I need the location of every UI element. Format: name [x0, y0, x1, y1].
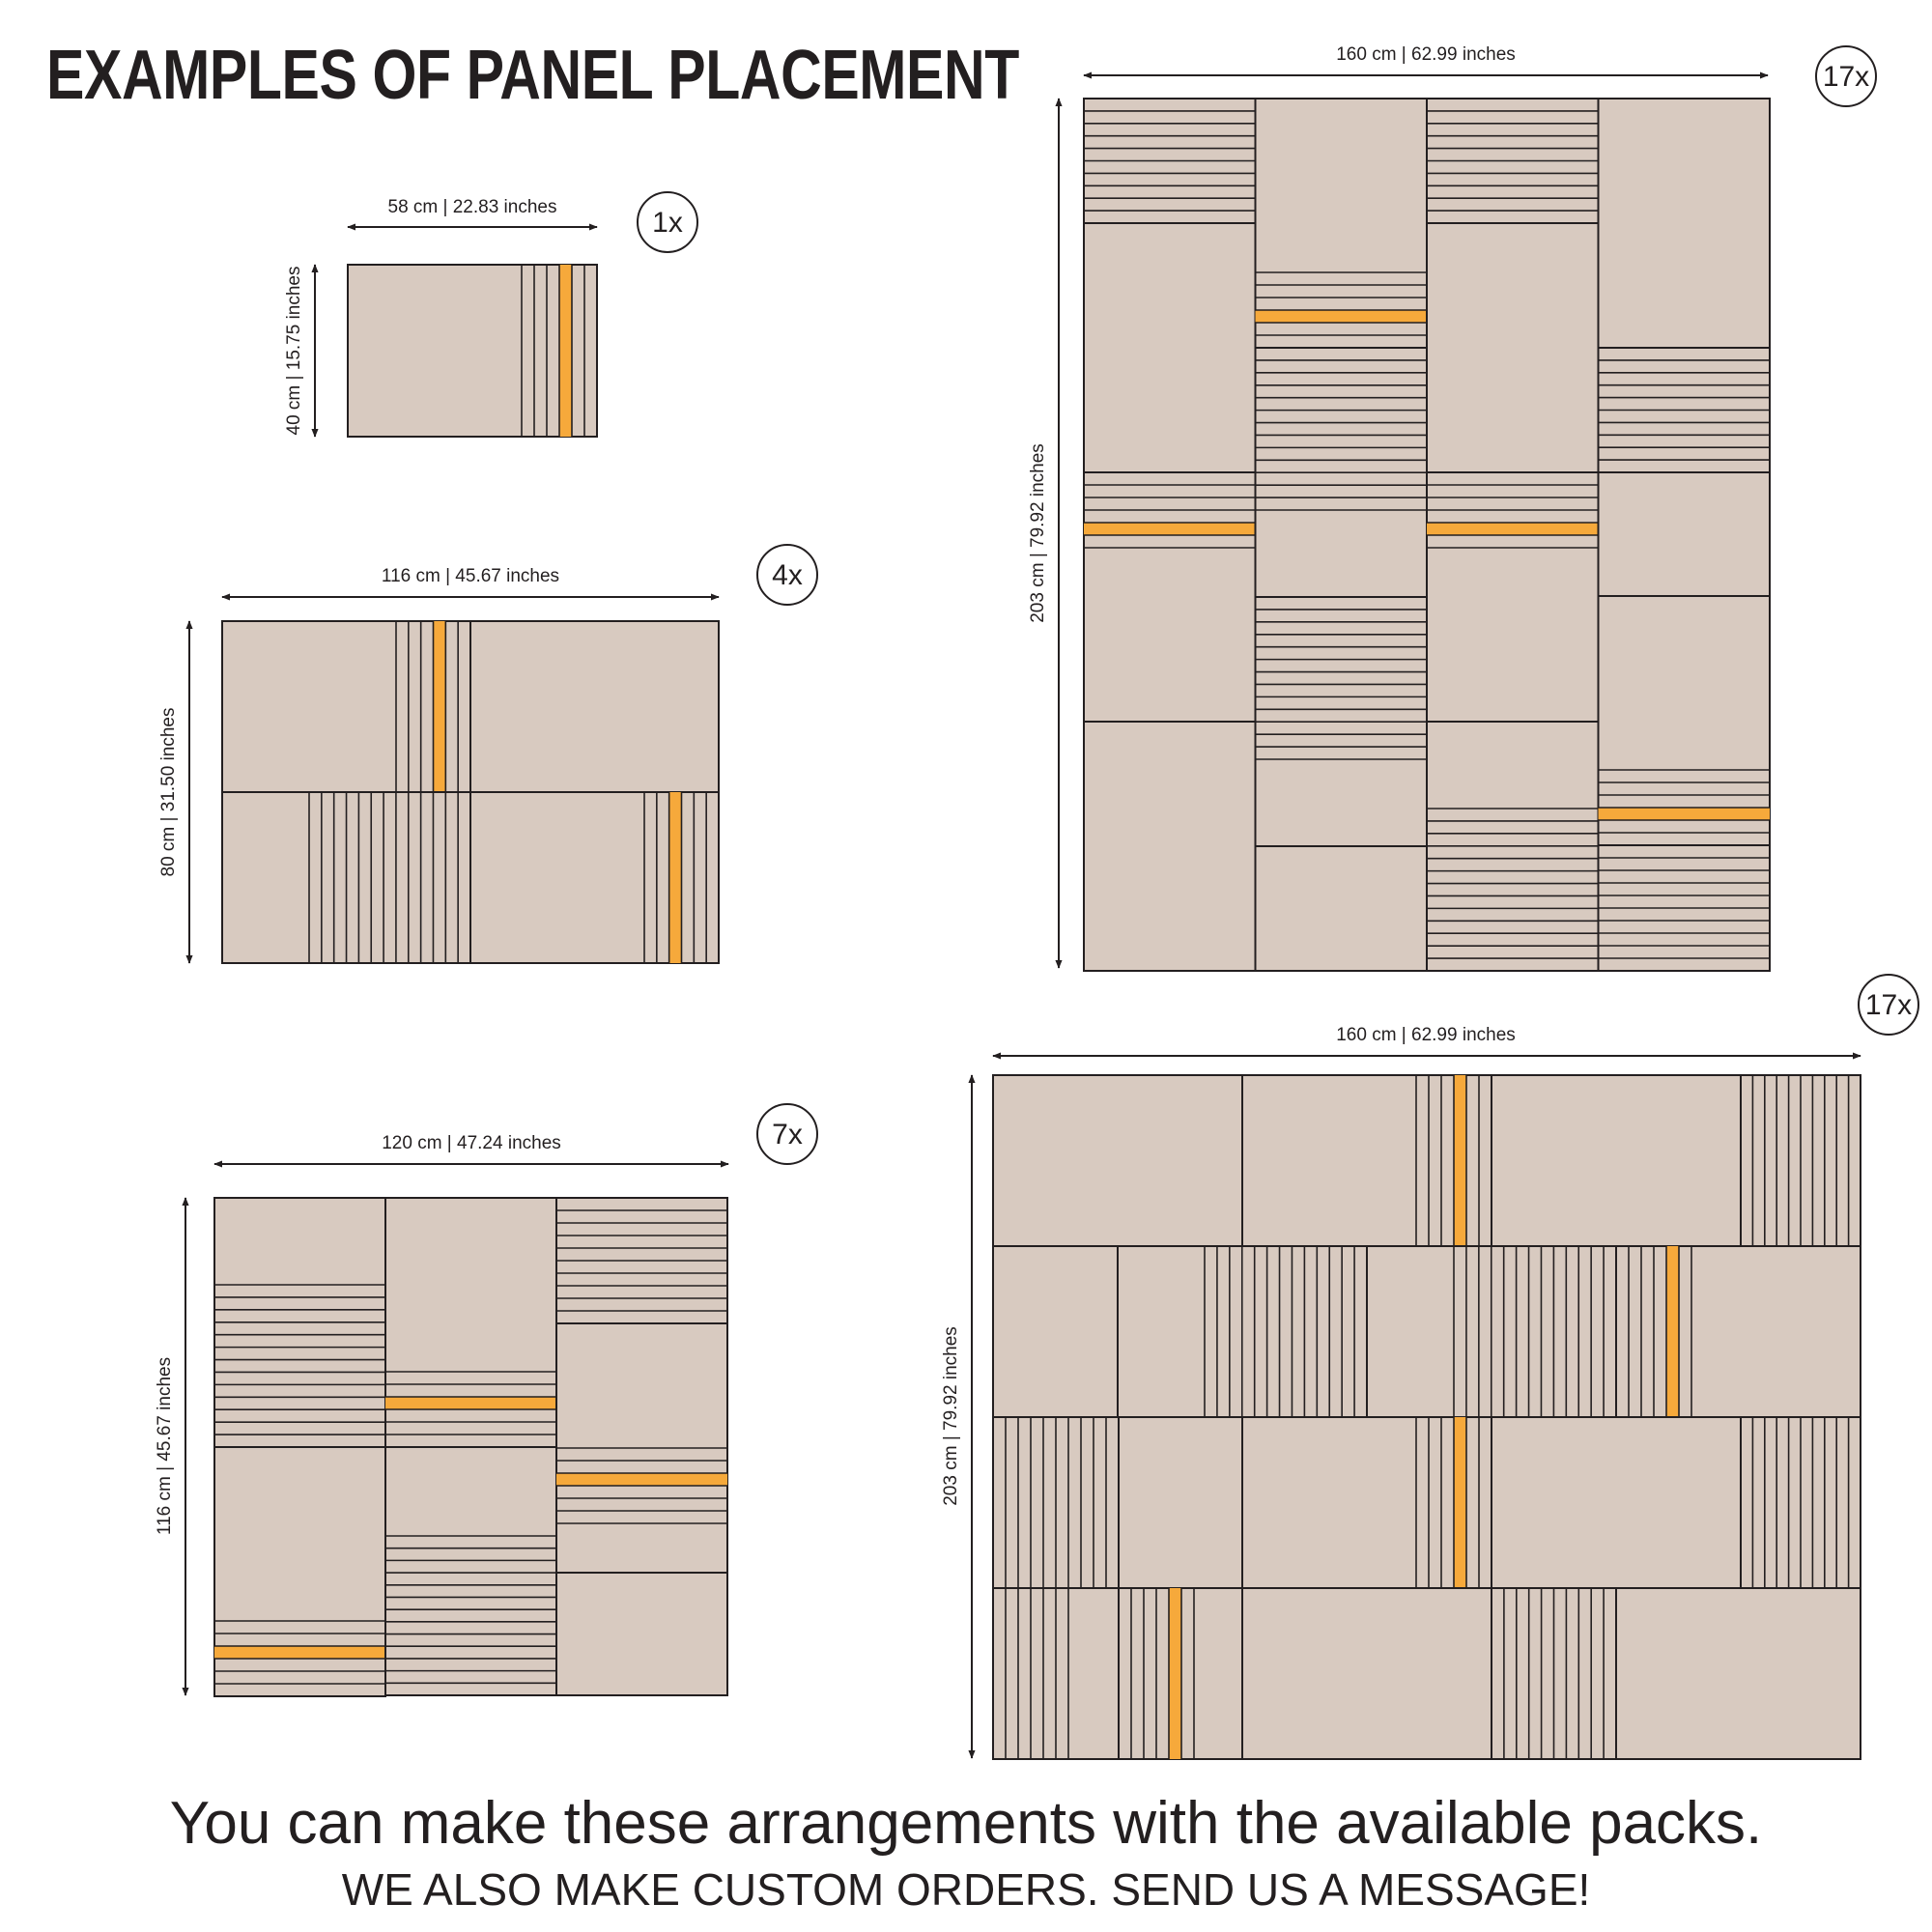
pack-count-label: 17x	[1864, 989, 1913, 1021]
arrangement-7x	[155, 1104, 817, 1696]
accent-slat	[1427, 523, 1599, 535]
pack-count-label: 17x	[1822, 61, 1870, 93]
panel	[214, 1447, 385, 1696]
panel	[556, 1573, 727, 1695]
tagline: You can make these arrangements with the available packs.	[169, 1790, 1763, 1857]
panel	[1599, 596, 1771, 845]
panel	[993, 1075, 1242, 1246]
panel	[1084, 99, 1256, 223]
panel	[1256, 348, 1428, 597]
panel	[556, 1198, 727, 1323]
arrangement-17x-top	[1028, 44, 1876, 971]
panel	[1599, 99, 1771, 348]
page-title: EXAMPLES OF PANEL PLACEMENT	[46, 37, 1019, 114]
arrangement-1x	[284, 192, 697, 437]
panel	[1427, 722, 1599, 971]
height-dimension-label: 40 cm | 15.75 inches	[284, 266, 304, 436]
panel	[1119, 1588, 1242, 1759]
panel	[385, 1198, 556, 1447]
panel	[1492, 1075, 1741, 1246]
panel	[1256, 846, 1428, 971]
panel	[1242, 1075, 1492, 1246]
panel	[556, 1323, 727, 1573]
panel	[222, 792, 470, 963]
panel-layout-17x-top	[1084, 99, 1770, 971]
panel	[385, 1447, 556, 1695]
panel	[222, 621, 470, 792]
accent-slat	[669, 792, 682, 963]
arrangement-4x	[158, 545, 817, 963]
height-dimension-label: 80 cm | 31.50 inches	[158, 707, 179, 877]
panel	[1084, 223, 1256, 472]
accent-slat	[1084, 523, 1256, 535]
accent-slat	[1169, 1588, 1181, 1759]
panel	[1599, 472, 1771, 596]
accent-slat	[214, 1646, 385, 1659]
panel	[993, 1417, 1119, 1588]
panel	[1084, 722, 1256, 971]
panel	[1599, 845, 1771, 971]
pack-count-label: 4x	[772, 559, 803, 591]
pack-count-label: 1x	[652, 207, 683, 239]
panel	[1492, 1417, 1741, 1588]
panel	[1242, 1417, 1492, 1588]
width-dimension-label: 160 cm | 62.99 inches	[1336, 44, 1516, 65]
accent-slat	[1256, 310, 1428, 323]
panel-layout-4x	[222, 621, 719, 963]
accent-slat	[1454, 1417, 1466, 1588]
arrangement-17x-bottom	[941, 975, 1918, 1759]
accent-slat	[1599, 808, 1771, 820]
panel	[1741, 1417, 1861, 1588]
panel	[1118, 1246, 1367, 1417]
panel	[1616, 1246, 1861, 1417]
panel	[1367, 1246, 1616, 1417]
panel-layout-7x	[214, 1198, 727, 1696]
height-dimension-label: 203 cm | 79.92 inches	[941, 1326, 961, 1506]
panel	[470, 621, 719, 792]
panel	[1616, 1588, 1861, 1759]
panel	[1599, 348, 1771, 472]
panel	[1741, 1075, 1861, 1246]
accent-slat	[1666, 1246, 1679, 1417]
panel	[1427, 223, 1599, 472]
panel	[1119, 1417, 1242, 1588]
height-dimension-label: 203 cm | 79.92 inches	[1028, 443, 1048, 623]
pack-count-label: 7x	[772, 1119, 803, 1151]
accent-slat	[385, 1397, 556, 1409]
panel	[993, 1246, 1118, 1417]
height-dimension-label: 116 cm | 45.67 inches	[155, 1356, 175, 1536]
panel	[1256, 99, 1428, 348]
width-dimension-label: 120 cm | 47.24 inches	[382, 1133, 561, 1153]
panel-layout-17x-bottom	[993, 1075, 1861, 1759]
custom-order-note: WE ALSO MAKE CUSTOM ORDERS. SEND US A MESSAGE!	[341, 1864, 1591, 1915]
panel	[1427, 472, 1599, 722]
panel	[1084, 472, 1256, 722]
width-dimension-label: 160 cm | 62.99 inches	[1336, 1025, 1516, 1045]
accent-slat	[434, 621, 446, 792]
panel-layout-1x	[348, 265, 597, 437]
accent-slat	[559, 265, 572, 437]
accent-slat	[1454, 1075, 1466, 1246]
accent-slat	[556, 1473, 727, 1486]
width-dimension-label: 116 cm | 45.67 inches	[381, 566, 560, 586]
width-dimension-label: 58 cm | 22.83 inches	[387, 197, 557, 217]
panel	[1427, 99, 1599, 223]
panel	[348, 265, 597, 437]
panel	[470, 792, 719, 963]
panel	[1256, 597, 1428, 846]
panel	[214, 1198, 385, 1447]
panel	[1242, 1588, 1492, 1759]
